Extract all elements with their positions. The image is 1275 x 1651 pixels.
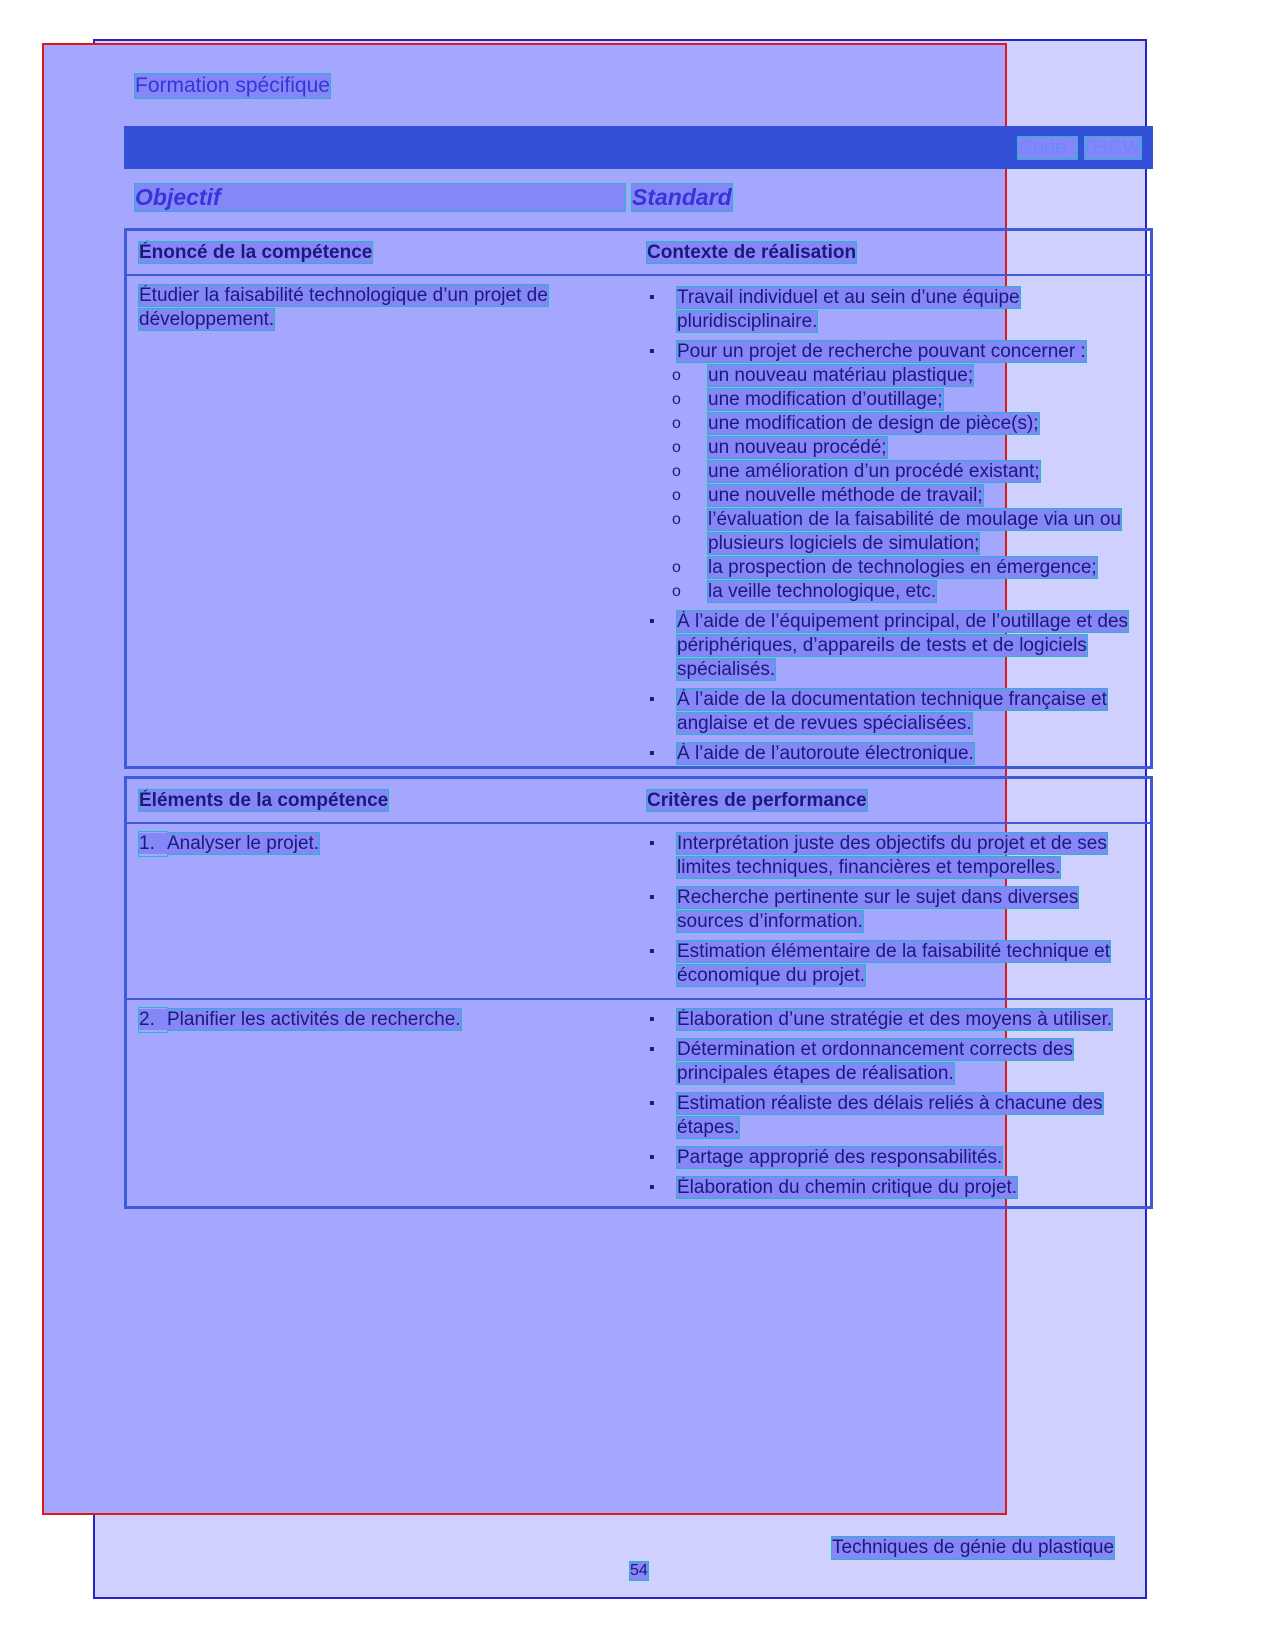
footer-program: Techniques de génie du plastique	[832, 1537, 1115, 1558]
objectif-heading: Objectif	[135, 184, 625, 211]
list-item: ▪ Détermination et ordonnancement corrects des principales étapes de réalisation.	[647, 1038, 1140, 1086]
list-item: ▪ À l’aide de l’autoroute électronique.	[647, 742, 1140, 766]
list-item: ▪ Pour un projet de recherche pouvant concerner : o un nouveau matériau plastique; o une modification d’outillage; o une modification de design de pièce(s); o un nouveau procédé; o une amélioration d’un procédé existant; o une nouvelle méthode de travail; o l’évaluation de la faisabilité de moulage via un ou plusieurs logiciels de simulation; o la prospection de technologies en émergence; o la veille technologique, etc.	[647, 340, 1140, 604]
elements-table	[124, 776, 1153, 1209]
elements-title: Éléments de la compétence	[139, 789, 389, 811]
list-item: ▪ À l’aide de l’équipement principal, de l’outillage et des périphériques, d’appareils de tests et de logiciels spécialisés.	[647, 610, 1140, 682]
sub-list-item: o la veille technologique, etc.	[647, 580, 1140, 604]
criteres-list-2	[647, 1008, 1140, 1200]
code-band	[124, 126, 1153, 169]
code-value: 05CW	[1085, 137, 1141, 159]
list-item: ▪ Élaboration d’une stratégie et des moyens à utiliser.	[647, 1008, 1140, 1032]
sub-list	[677, 364, 1140, 604]
list-item: ▪ Travail individuel et au sein d’une équipe pluridisciplinaire.	[647, 286, 1140, 334]
competency-code	[1010, 137, 1141, 160]
criteres-title: Critères de performance	[647, 789, 867, 811]
list-item: ▪ Estimation élémentaire de la faisabilité technique et économique du projet.	[647, 940, 1140, 988]
list-item: ▪ À l’aide de la documentation technique française et anglaise et de revues spécialisées.	[647, 688, 1140, 736]
sub-list-item: o un nouveau procédé;	[647, 436, 1140, 460]
sub-list-item: o une modification de design de pièce(s);	[647, 412, 1140, 436]
enonce-text: Étudier la faisabilité technologique d’un projet de développement.	[139, 285, 548, 330]
sub-list-item: o une amélioration d’un procédé existant;	[647, 460, 1140, 484]
list-item: ▪ Interprétation juste des objectifs du projet et de ses limites techniques, financières et temporelles.	[647, 832, 1140, 880]
criteres-list-1	[647, 832, 1140, 988]
sub-list-item: o une nouvelle méthode de travail;	[647, 484, 1140, 508]
sub-list-item: o un nouveau matériau plastique;	[647, 364, 1140, 388]
enonce-table	[124, 228, 1153, 769]
standard-heading: Standard	[632, 184, 732, 210]
sub-list-item: o une modification d’outillage;	[647, 388, 1140, 412]
contexte-title: Contexte de réalisation	[647, 241, 857, 263]
code-label: Code :	[1018, 137, 1078, 159]
sub-list-item: o l’évaluation de la faisabilité de moulage via un ou plusieurs logiciels de simulation;	[647, 508, 1140, 556]
list-item: ▪ Élaboration du chemin critique du projet.	[647, 1176, 1140, 1200]
element-1: 1. Analyser le projet.	[139, 833, 320, 854]
enonce-title: Énoncé de la compétence	[139, 241, 373, 263]
sub-list-item: o la prospection de technologies en émergence;	[647, 556, 1140, 580]
page-number: 54	[630, 1562, 648, 1579]
contexte-list	[647, 286, 1140, 766]
section-label: Formation spécifique	[135, 74, 330, 97]
list-item: ▪ Recherche pertinente sur le sujet dans diverses sources d’information.	[647, 886, 1140, 934]
list-item: ▪ Estimation réaliste des délais reliés à chacune des étapes.	[647, 1092, 1140, 1140]
list-item: ▪ Partage approprié des responsabilités.	[647, 1146, 1140, 1170]
element-2: 2. Planifier les activités de recherche.	[139, 1009, 461, 1030]
